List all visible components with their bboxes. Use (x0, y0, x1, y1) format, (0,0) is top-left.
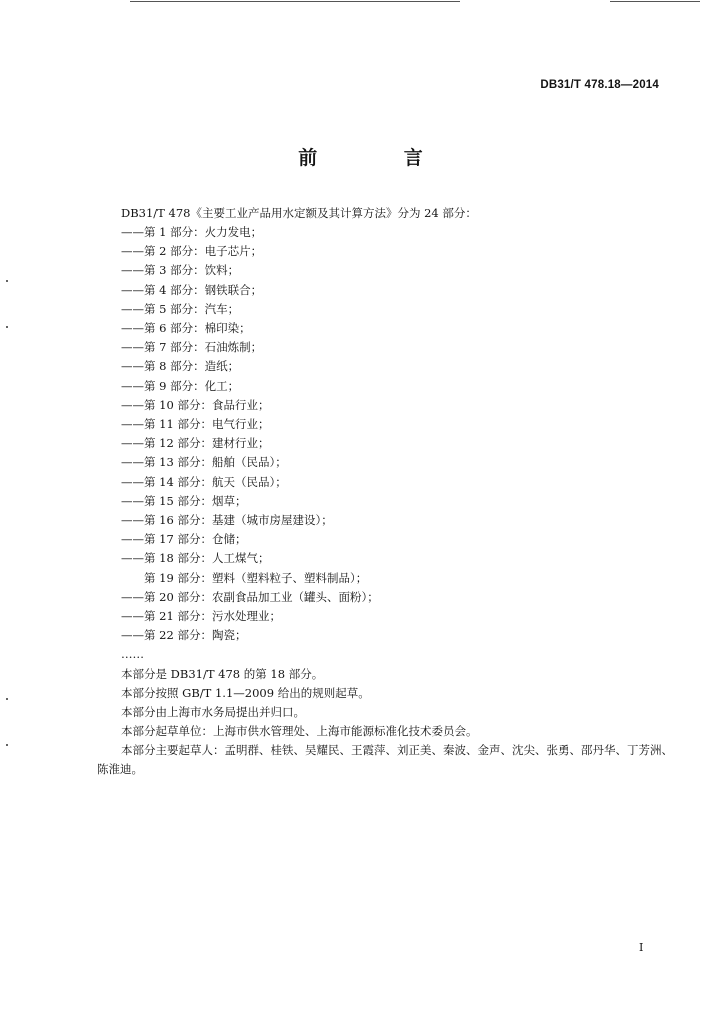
part-item: ——第 12 部分：建材行业； (121, 436, 270, 450)
part-item: 第 19 部分：塑料（塑料粒子、塑料制品）； (121, 571, 368, 585)
part-item: ——第 6 部分：棉印染； (121, 321, 251, 335)
part-item: ——第 22 部分：陶瓷； (121, 628, 247, 642)
statement-line: 本部分是 DB31/T 478 的第 18 部分。 (121, 667, 324, 681)
scan-speck (6, 326, 8, 328)
page-number: I (639, 941, 644, 954)
part-item: ——第 1 部分：火力发电； (121, 225, 263, 239)
part-item: ——第 14 部分：航天（民品）； (121, 475, 287, 489)
scan-speck (6, 280, 8, 282)
part-item: ——第 9 部分：化工； (121, 379, 240, 393)
part-item: ——第 15 部分：烟草； (121, 494, 247, 508)
statement-line: 本部分按照 GB/T 1.1—2009 给出的规则起草。 (121, 686, 370, 700)
part-item: ——第 16 部分：基建（城市房屋建设）； (121, 513, 333, 527)
scan-speck (6, 744, 8, 746)
intro-text: DB31/T 478《主要工业产品用水定额及其计算方法》分为 24 部分： (121, 206, 477, 220)
part-item: ——第 8 部分：造纸； (121, 359, 240, 373)
part-item: ——第 11 部分：电气行业； (121, 417, 270, 431)
list-ellipsis: …… (121, 647, 144, 661)
part-item: ——第 13 部分：船舶（民品）； (121, 455, 287, 469)
part-item: ——第 18 部分：人工煤气； (121, 551, 270, 565)
part-item: ——第 4 部分：钢铁联合； (121, 283, 263, 297)
statement-line: 本部分起草单位：上海市供水管理处、上海市能源标准化技术委员会。 (121, 724, 478, 738)
scan-edge-line (130, 1, 460, 2)
scan-speck (6, 698, 8, 700)
part-item: ——第 10 部分：食品行业； (121, 398, 270, 412)
standard-code: DB31/T 478.18—2014 (540, 79, 659, 91)
statement-continuation: 陈淮迪。 (97, 762, 143, 776)
part-item: ——第 2 部分：电子芯片； (121, 244, 263, 258)
part-item: ——第 20 部分：农副食品加工业（罐头、面粉）； (121, 590, 379, 604)
statement-line: 本部分主要起草人：孟明群、桂铁、吴耀民、王霞萍、刘正美、秦波、金声、沈尖、张勇、邵丹华、丁芳洲、 (121, 743, 673, 757)
part-item: ——第 3 部分：饮料； (121, 263, 240, 277)
part-item: ——第 5 部分：汽车； (121, 302, 240, 316)
statement-line: 本部分由上海市水务局提出并归口。 (121, 705, 305, 719)
scan-edge-line (610, 1, 700, 2)
part-item: ——第 17 部分：仓储； (121, 532, 247, 546)
part-item: ——第 21 部分：污水处理业； (121, 609, 281, 623)
page-title: 前 言 (298, 147, 463, 169)
part-item: ——第 7 部分：石油炼制； (121, 340, 263, 354)
